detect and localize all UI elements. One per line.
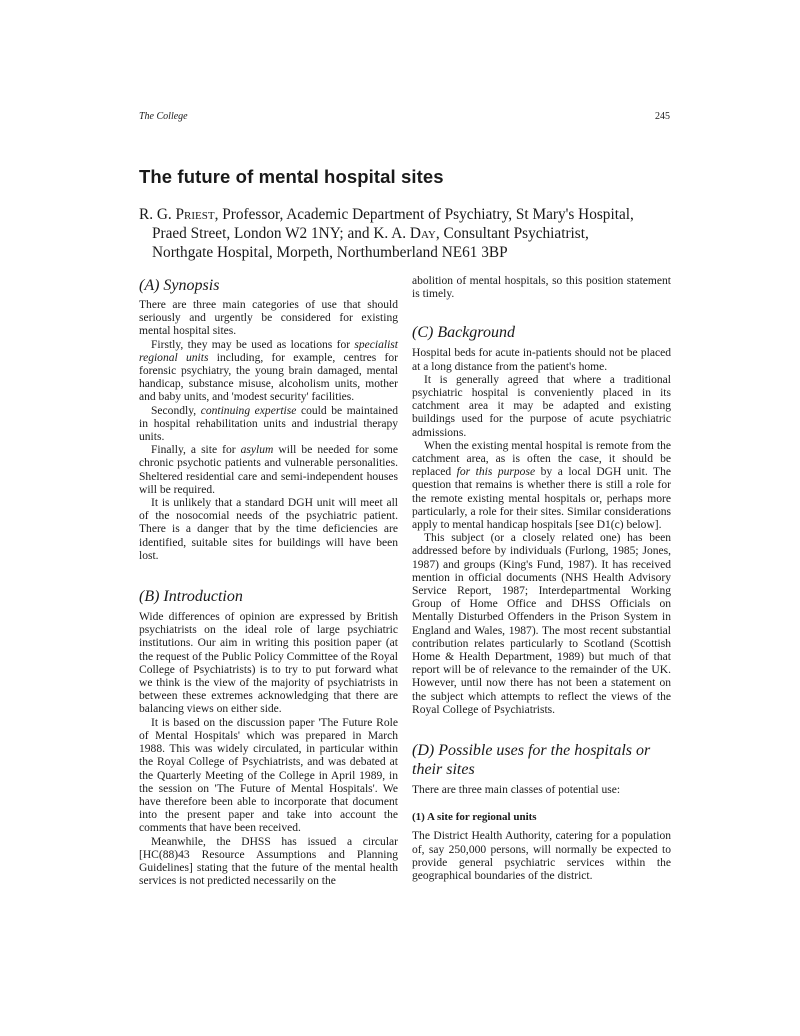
paragraph: Meanwhile, the DHSS has issued a circular [HC(88)43 Resource Assumptions and Planning Guidelines] stating that the future of the mental health services is not predicted necessarily on the [139,835,398,888]
section-heading-background: (C) Background [412,324,515,342]
author-line-1: R. G. Priest, Professor, Academic Department of Psychiatry, St Mary's Hospital, [139,206,634,223]
paragraph: The District Health Authority, catering for a population of, say 250,000 persons, will normally be expected to provide general psychiatric services within the geographical boundaries of the district. [412,830,671,882]
paragraph: Firstly, they may be used as locations for specialist regional units including, for example, centres for forensic psychiatry, the young brain damaged, mental handicap, substance misuse, alcoholism units, mother and baby units, and 'modest security' facilities. [139,338,399,404]
subsection-heading-regional-units: (1) A site for regional units [412,811,537,824]
author-line-2: Praed Street, London W2 1NY; and K. A. Day, Consultant Psychiatrist, [152,225,589,242]
page-number: 245 [655,111,670,122]
paragraph: Wide differences of opinion are expressed by British psychiatrists on the ideal role of large psychiatric institutions. Our aim in writing this position paper (at the request of the Public Policy Committee of the Royal College of Psychiatrists) is to try to put forward what we think is the view of the majority of psychiatrists in between these extremes acknowledging that there are balancing views on either side. [139,611,398,716]
paragraph: It is generally agreed that where a traditional psychiatric hospital is conveniently placed in its catchment area it may be adapted and existing buildings used for the purpose of acute psychiatric admissions. [412,373,671,439]
section-heading-possible-uses: (D) Possible uses for the hospitals or their sites [412,742,651,779]
paragraph-continued: abolition of mental hospitals, so this position statement is timely. [412,275,671,301]
article-title: The future of mental hospital sites [139,166,444,187]
left-column [139,276,398,888]
right-column [412,275,671,883]
author-line-3: Northgate Hospital, Morpeth, Northumberland NE61 3BP [152,244,508,261]
paragraph: It is unlikely that a standard DGH unit will meet all of the nosocomial needs of the psychiatric patient. There is a danger that by the time deficiencies are identified, suitable sites for buildings will have been lost. [139,497,398,562]
section-heading-synopsis: (A) Synopsis [139,277,220,294]
paragraph: Finally, a site for asylum will be needed for some chronic psychotic patients and vulnerable personalities. Sheltered residential care and semi-independent houses will be required. [139,444,398,496]
author-affiliations [139,205,679,262]
paragraph: This subject (or a closely related one) has been addressed before by individuals (Furlong, 1985; Jones, 1987) and groups (King's Fund, 1987). It has received mention in official documents (NHS Health Advisory Service Report, 1987; Interdepartmental Working Group of Home Office and DHSS Officials on Mentally Disturbed Offenders in the Prison System in England and Wales, 1987). The most recent substantial contribution relates particularly to Scotland (Scottish Home & Health Department, 1989) but much of that report will be of relevance to the remainder of the UK. However, until now there has not been a statement on the subject which attempts to reflect the views of the Royal College of Psychiatrists. [412,532,671,716]
paragraph: There are three main classes of potential use: [412,784,621,797]
paragraph: Hospital beds for acute in-patients should not be placed at a long distance from the patient's home. [412,347,671,373]
running-title: The College [139,111,188,122]
paragraph: It is based on the discussion paper 'The Future Role of Mental Hospitals' which was prepared in March 1988. This was widely circulated, in particular within the Royal College of Psychiatrists, and was debated at the Quarterly Meeting of the College in April 1989, in the session on 'The Future of Mental Hospitals'. We have therefore been able to incorporate that document into the present paper and take into account the comments that have been received. [139,716,398,835]
paragraph: When the existing mental hospital is remote from the catchment area, as is often the case, it should be replaced for this purpose by a local DGH unit. The question that remains is whether there is still a role for the remote existing mental hospitals or, perhaps more particularly, a role for their sites. Similar considerations apply to mental handicap hospitals [see D1(c) below]. [412,439,671,532]
paragraph: There are three main categories of use that should seriously and urgently be considered for existing mental hospital sites. [139,299,398,338]
paragraph: Secondly, continuing expertise could be maintained in hospital rehabilitation units and industrial therapy units. [139,404,398,444]
running-head [139,111,670,122]
section-heading-introduction: (B) Introduction [139,588,243,606]
